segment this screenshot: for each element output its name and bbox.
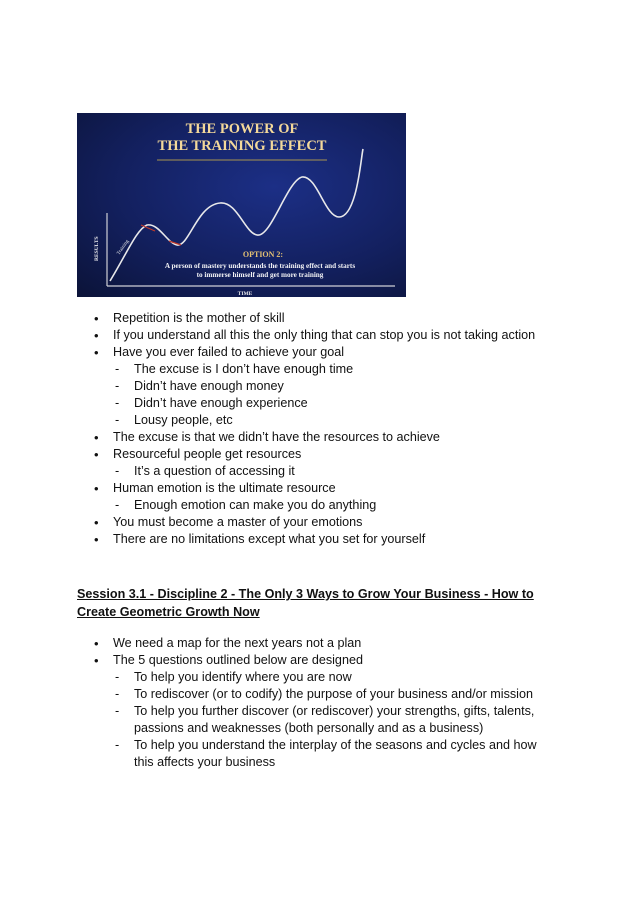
- list-subitem: - It’s a question of accessing it: [94, 463, 594, 480]
- option-line1: A person of mastery understands the training effect and starts: [164, 262, 356, 270]
- section-heading: [77, 585, 557, 621]
- notes-list-2: [94, 635, 594, 771]
- training-effect-graph: [77, 113, 406, 297]
- curve-label: Training: [116, 239, 131, 257]
- slide-title-line2: THE TRAINING EFFECT: [157, 138, 327, 154]
- list-item: • There are no limitations except what you set for yourself: [94, 531, 594, 548]
- training-effect-slide-image: [77, 113, 406, 297]
- list-subitem: - To help you understand the interplay of the seasons and cycles and how this affects your business: [94, 737, 554, 771]
- list-item: • Resourceful people get resources: [94, 446, 594, 463]
- slide-title-line1: THE POWER OF: [185, 121, 299, 137]
- list-subitem: - Enough emotion can make you do anything: [94, 497, 594, 514]
- option-title: OPTION 2:: [242, 250, 284, 259]
- list-subitem: - To help you further discover (or rediscover) your strengths, gifts, talents, passions and weaknesses (both personally and as a business): [94, 703, 554, 737]
- list-item: • We need a map for the next years not a plan: [94, 635, 594, 652]
- list-subitem: - Didn’t have enough money: [94, 378, 594, 395]
- list-subitem: - To help you identify where you are now: [94, 669, 594, 686]
- list-item: • The 5 questions outlined below are designed: [94, 652, 594, 669]
- list-subitem: - The excuse is I don’t have enough time: [94, 361, 594, 378]
- notes-list-1: [94, 310, 594, 548]
- option-line2: to immerse himself and get more training: [196, 271, 324, 279]
- list-item: • Repetition is the mother of skill: [94, 310, 594, 327]
- section-heading-line2: Create Geometric Growth Now: [77, 605, 260, 619]
- list-item: • Have you ever failed to achieve your goal: [94, 344, 594, 361]
- section-heading-line1: Session 3.1 - Discipline 2 - The Only 3 Ways to Grow Your Business - How to: [77, 587, 534, 601]
- y-axis-label: RESULTS: [94, 236, 100, 261]
- list-subitem: - Didn’t have enough experience: [94, 395, 594, 412]
- list-item: • The excuse is that we didn’t have the resources to achieve: [94, 429, 594, 446]
- list-item: • If you understand all this the only thing that can stop you is not taking action: [94, 327, 594, 344]
- list-item: • Human emotion is the ultimate resource: [94, 480, 594, 497]
- x-axis-label: TIME: [237, 291, 253, 297]
- list-subitem: - To rediscover (or to codify) the purpose of your business and/or mission: [94, 686, 594, 703]
- list-subitem: - Lousy people, etc: [94, 412, 594, 429]
- list-item: • You must become a master of your emotions: [94, 514, 594, 531]
